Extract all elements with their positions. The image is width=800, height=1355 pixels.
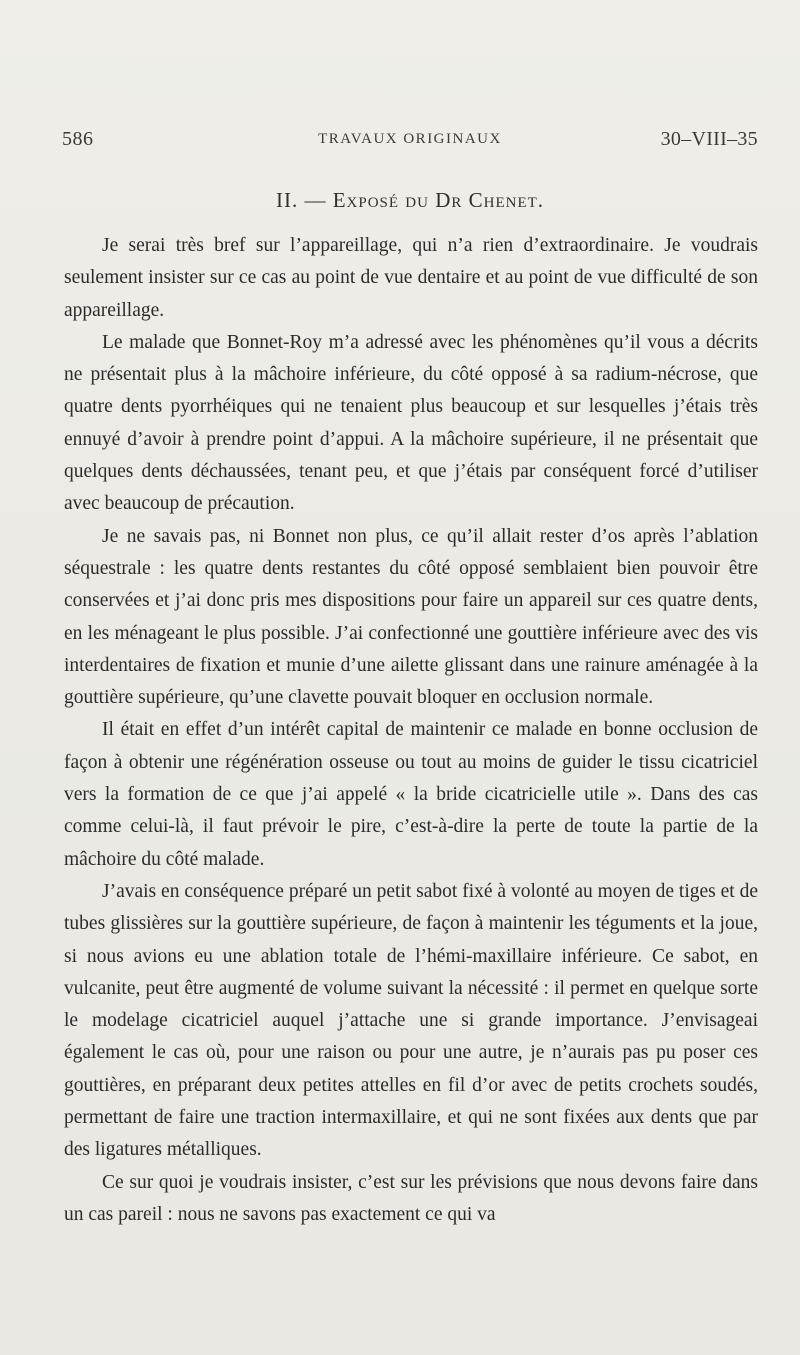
issue-date: 30–VIII–35 (660, 128, 758, 150)
paragraph: Le malade que Bonnet-Roy m’a adressé avec les phénomènes qu’il vous a décrits ne présentait plus à la mâchoire inférieure, du côté opposé à sa radium-nécrose, que quatre dents pyorrhéiques qui ne tenaient plus beaucoup et sur lesquelles j’étais très ennuyé d’avoir à prendre point d’appui. A la mâchoire supérieure, il ne présentait que quelques dents déchaussées, tenant peu, et que j’étais par conséquent forcé d’utiliser avec beaucoup de précaution. (64, 331, 758, 515)
paragraph: Je serai très bref sur l’appareillage, qui n’a rien d’extraordinaire. Je voudrais seulement insister sur ce cas au point de vue dentaire et au point de vue difficulté de son appareillage. (64, 235, 758, 321)
running-header (62, 128, 758, 158)
journal-title: TRAVAUX ORIGINAUX (318, 131, 502, 147)
paragraph: J’avais en conséquence préparé un petit sabot fixé à volonté au moyen de tiges et de tubes glissières sur la gouttière supérieure, de façon à maintenir les téguments et la joue, si nous avions eu une ablation totale de l’hémi-maxillaire inférieure. Ce sabot, en vulcanite, peut être augmenté de volume suivant la nécessité : il permet en quelque sorte le modelage cicatriciel auquel j’attache une si grande importance. J’envisageai également le cas où, pour une raison ou pour une autre, je n’aurais pas pu poser ces gouttières, en préparant deux petites attelles en fil d’or avec de petits crochets soudés, permettant de faire une traction intermaxillaire, et qui ne sont fixées aux dents que par des ligatures métalliques. (64, 880, 758, 1161)
paragraph: Ce sur quoi je voudrais insister, c’est sur les prévisions que nous devons faire dans un cas pareil : nous ne savons pas exactement ce qui va (64, 1171, 758, 1225)
paragraph: Je ne savais pas, ni Bonnet non plus, ce qu’il allait rester d’os après l’ablation séquestrale : les quatre dents restantes du côté opposé semblaient bien pouvoir être conservées et j’ai donc pris mes dispositions pour faire un appareil sur ces quatre dents, en les ménageant le plus possible. J’ai confectionné une gouttière inférieure avec des vis interdentaires de fixation et munie d’une ailette glissant dans une rainure aménagée à la gouttière supérieure, qu’une clavette pouvait bloquer en occlusion normale. (64, 525, 758, 709)
page-number: 586 (62, 128, 94, 150)
body-text (64, 230, 758, 1231)
section-title: II. — Exposé du Dr Chenet. (275, 188, 545, 212)
paragraph: Il était en effet d’un intérêt capital de maintenir ce malade en bonne occlusion de façon à obtenir une régénération osseuse ou tout au moins de guider le tissu cicatriciel vers la formation de ce que j’ai appelé « la bride cicatricielle utile ». Dans des cas comme celui-là, il faut prévoir le pire, c’est-à-dire la perte de toute la partie de la mâchoire du côté malade. (64, 719, 758, 870)
